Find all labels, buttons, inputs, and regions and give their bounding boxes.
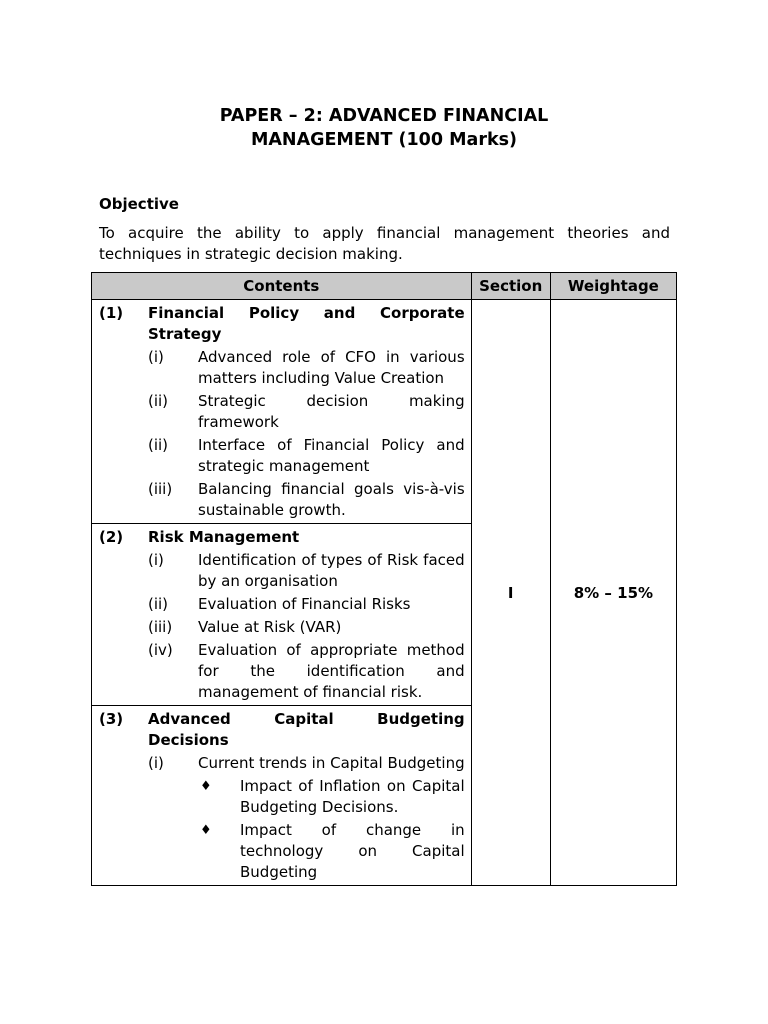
title-line-1: PAPER – 2: ADVANCED FINANCIAL xyxy=(219,106,549,126)
header-section: Section xyxy=(471,273,550,300)
diamond-bullet-icon: ♦ xyxy=(200,823,212,838)
item-text: Balancing financial goals vis-à-vis sustainable growth. xyxy=(198,480,465,519)
list-item xyxy=(99,753,465,774)
item-text: Strategic decision making framework xyxy=(198,392,465,431)
list-item xyxy=(99,640,465,703)
list-item xyxy=(99,594,465,615)
topic-title: Risk Management xyxy=(148,528,300,546)
list-item xyxy=(99,391,465,433)
bullet-item xyxy=(99,820,465,883)
item-text: Value at Risk (VAR) xyxy=(198,618,342,636)
weightage-cell: 8% – 15% xyxy=(550,300,676,886)
item-text: Current trends in Capital Budgeting xyxy=(198,754,465,772)
topic-1-cell xyxy=(92,300,472,524)
syllabus-table xyxy=(91,272,677,886)
item-number: (ii) xyxy=(148,392,169,410)
bullet-text: Impact of Inflation on Capital Budgeting Decisions. xyxy=(240,777,465,816)
topic-number: (3) xyxy=(99,710,124,728)
objective-text: To acquire the ability to apply financial management theories and techniques in strategic decision making. xyxy=(99,224,670,263)
page-title xyxy=(0,104,768,152)
item-text: Evaluation of Financial Risks xyxy=(198,595,411,613)
topic-number: (1) xyxy=(99,304,124,322)
header-weightage: Weightage xyxy=(550,273,676,300)
topic-title: Financial Policy and Corporate Strategy xyxy=(148,304,465,343)
item-number: (i) xyxy=(148,754,164,772)
list-item xyxy=(99,617,465,638)
bullet-text: Impact of change in technology on Capital Budgeting xyxy=(240,821,465,881)
table-header-row xyxy=(92,273,677,300)
list-item xyxy=(99,479,465,521)
list-item xyxy=(99,347,465,389)
item-text: Interface of Financial Policy and strategic management xyxy=(198,436,465,475)
header-contents: Contents xyxy=(92,273,472,300)
list-item xyxy=(99,550,465,592)
diamond-bullet-icon: ♦ xyxy=(200,779,212,794)
item-number: (iii) xyxy=(148,480,173,498)
objective-heading: Objective xyxy=(99,195,179,213)
topic-3-cell xyxy=(92,706,472,886)
bullet-item xyxy=(99,776,465,818)
item-number: (iv) xyxy=(148,641,173,659)
topic-title: Advanced Capital Budgeting Decisions xyxy=(148,710,465,749)
item-number: (i) xyxy=(148,551,164,569)
item-number: (ii) xyxy=(148,595,169,613)
item-text: Advanced role of CFO in various matters including Value Creation xyxy=(198,348,465,387)
list-item xyxy=(99,435,465,477)
topic-number: (2) xyxy=(99,528,124,546)
section-cell: I xyxy=(471,300,550,886)
topic-2-cell xyxy=(92,524,472,706)
table-row xyxy=(92,300,677,524)
item-number: (i) xyxy=(148,348,164,366)
item-text: Identification of types of Risk faced by an organisation xyxy=(198,551,465,590)
item-number: (iii) xyxy=(148,618,173,636)
item-number: (ii) xyxy=(148,436,169,454)
title-line-2: MANAGEMENT (100 Marks) xyxy=(250,130,518,150)
item-text: Evaluation of appropriate method for the identification and management of financial risk. xyxy=(198,641,465,701)
